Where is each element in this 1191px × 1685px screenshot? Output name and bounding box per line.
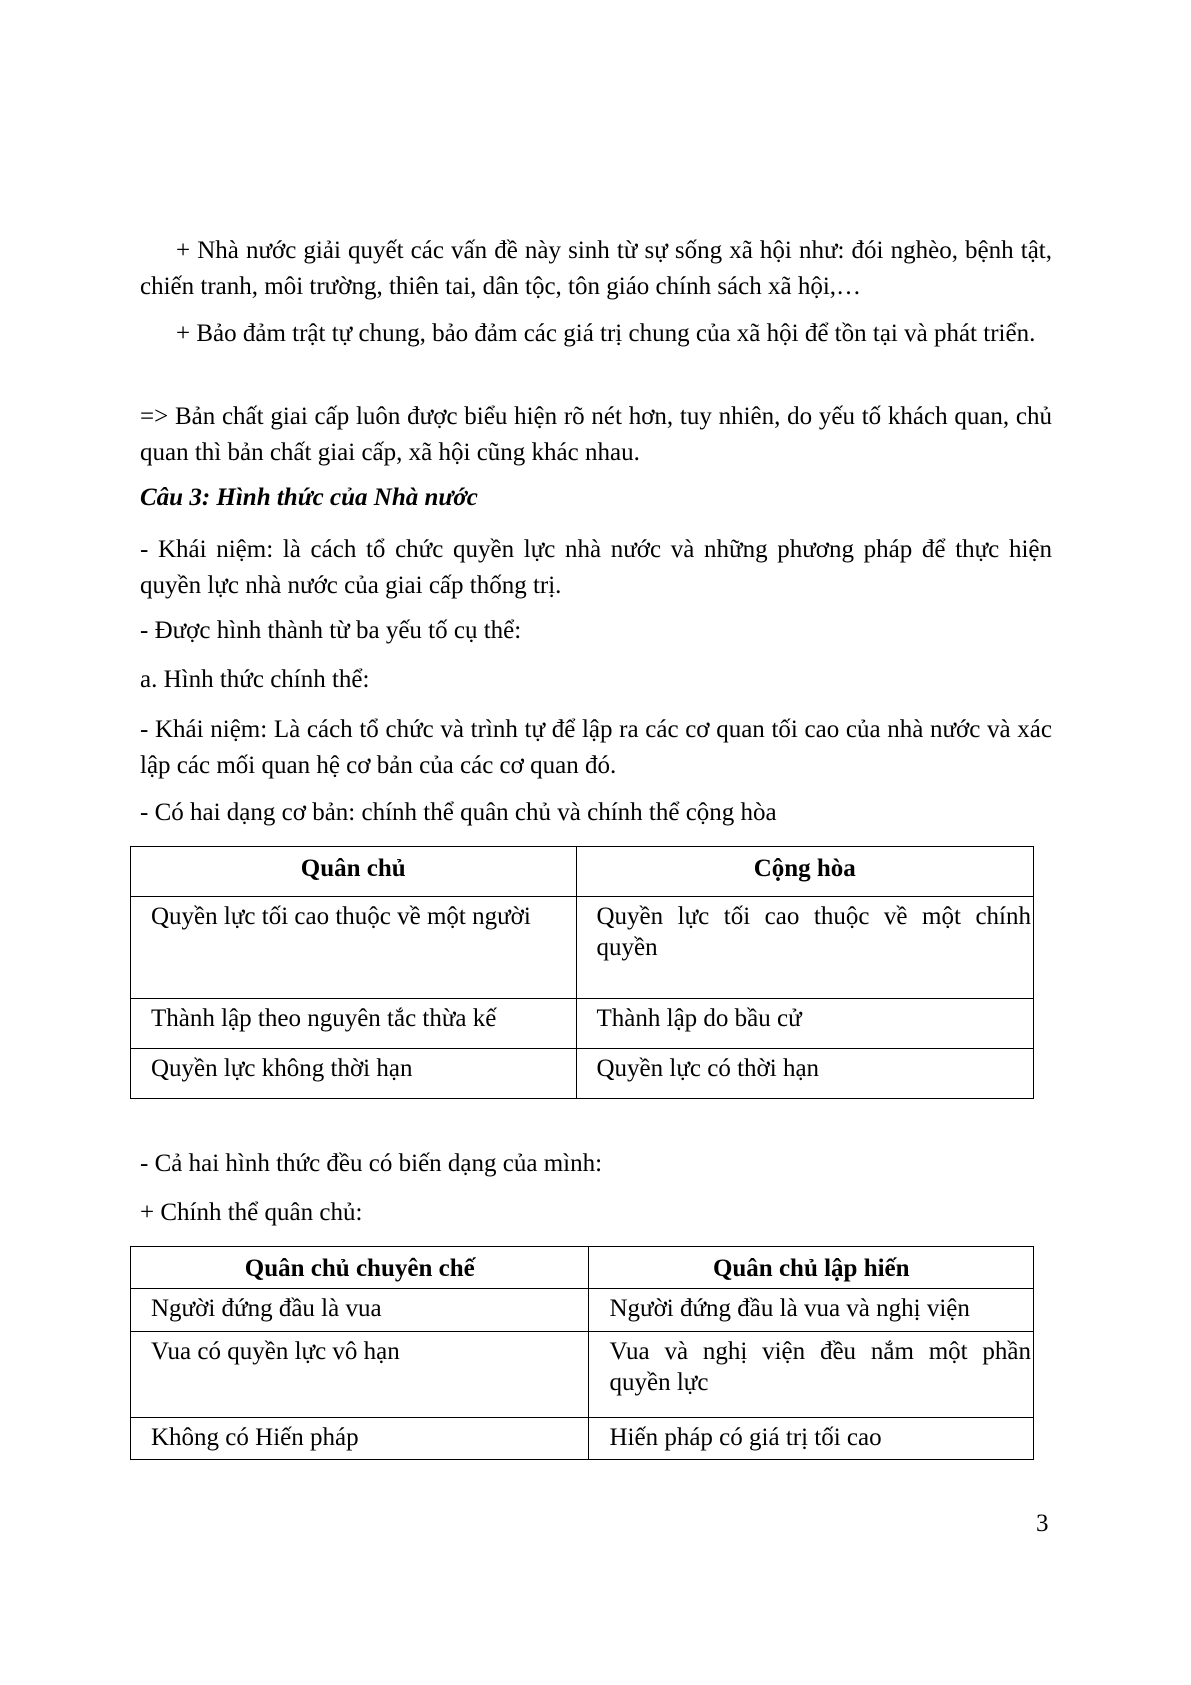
table-cell: Thành lập theo nguyên tắc thừa kế bbox=[131, 999, 577, 1049]
paragraph-monarchy-variants: + Chính thể quân chủ: bbox=[140, 1199, 363, 1226]
paragraph-three-elements: - Được hình thành từ ba yếu tố cụ thể: bbox=[140, 617, 522, 644]
table-cell: Quyền lực không thời hạn bbox=[131, 1049, 577, 1099]
table-row bbox=[131, 1332, 1034, 1418]
table-header-row bbox=[131, 1247, 1034, 1289]
monarchy-republic-table bbox=[130, 846, 1034, 1099]
table-cell: Quyền lực tối cao thuộc về một người bbox=[131, 897, 577, 999]
paragraph-government-concept: - Khái niệm: Là cách tổ chức và trình tự để lập ra các cơ quan tối cao của nhà nước và xác lập các mối quan hệ cơ bản của các cơ quan đó. bbox=[140, 716, 1052, 779]
table-cell: Thành lập do bầu cử bbox=[576, 999, 1034, 1049]
table-row bbox=[131, 1049, 1034, 1099]
paragraph-class-nature: => Bản chất giai cấp luôn được biểu hiện rõ nét hơn, tuy nhiên, do yếu tố khách quan, chủ quan thì bản chất giai cấp, xã hội cũng khác nhau. bbox=[140, 403, 1052, 466]
table-header-cell: Quân chủ bbox=[131, 847, 577, 897]
table-cell: Quyền lực tối cao thuộc về một chính quyền bbox=[576, 897, 1034, 999]
table-header-cell: Cộng hòa bbox=[576, 847, 1034, 897]
table-row bbox=[131, 1289, 1034, 1332]
table-cell: Người đứng đầu là vua bbox=[131, 1289, 589, 1332]
section-heading: Câu 3: Hình thức của Nhà nước bbox=[140, 484, 478, 511]
page-number: 3 bbox=[1036, 1510, 1049, 1537]
paragraph-social-order: + Bảo đảm trật tự chung, bảo đảm các giá trị chung của xã hội để tồn tại và phát triển. bbox=[176, 320, 1036, 347]
paragraph-form-concept: - Khái niệm: là cách tổ chức quyền lực nhà nước và những phương pháp để thực hiện quyền lực nhà nước của giai cấp thống trị. bbox=[140, 536, 1052, 599]
paragraph-government-form: a. Hình thức chính thể: bbox=[140, 666, 370, 693]
paragraph-two-types: - Có hai dạng cơ bản: chính thể quân chủ và chính thể cộng hòa bbox=[140, 799, 777, 826]
paragraph-variants: - Cả hai hình thức đều có biến dạng của mình: bbox=[140, 1150, 603, 1177]
table-header-cell: Quân chủ lập hiến bbox=[589, 1247, 1034, 1289]
monarchy-variants-table bbox=[130, 1246, 1034, 1460]
table-cell: Người đứng đầu là vua và nghị viện bbox=[589, 1289, 1034, 1332]
table-cell: Quyền lực có thời hạn bbox=[576, 1049, 1034, 1099]
table-cell: Không có Hiến pháp bbox=[131, 1418, 589, 1460]
table-row bbox=[131, 999, 1034, 1049]
table-cell: Vua và nghị viện đều nắm một phần quyền lực bbox=[589, 1332, 1034, 1418]
paragraph-social-issues: + Nhà nước giải quyết các vấn đề này sinh từ sự sống xã hội như: đói nghèo, bệnh tật, chiến tranh, môi trường, thiên tai, dân tộc, tôn giáo chính sách xã hội,… bbox=[140, 237, 1052, 300]
table-row bbox=[131, 897, 1034, 999]
table-row bbox=[131, 1418, 1034, 1460]
table-cell: Hiến pháp có giá trị tối cao bbox=[589, 1418, 1034, 1460]
table-header-row bbox=[131, 847, 1034, 897]
table-header-cell: Quân chủ chuyên chế bbox=[131, 1247, 589, 1289]
table-cell: Vua có quyền lực vô hạn bbox=[131, 1332, 589, 1418]
